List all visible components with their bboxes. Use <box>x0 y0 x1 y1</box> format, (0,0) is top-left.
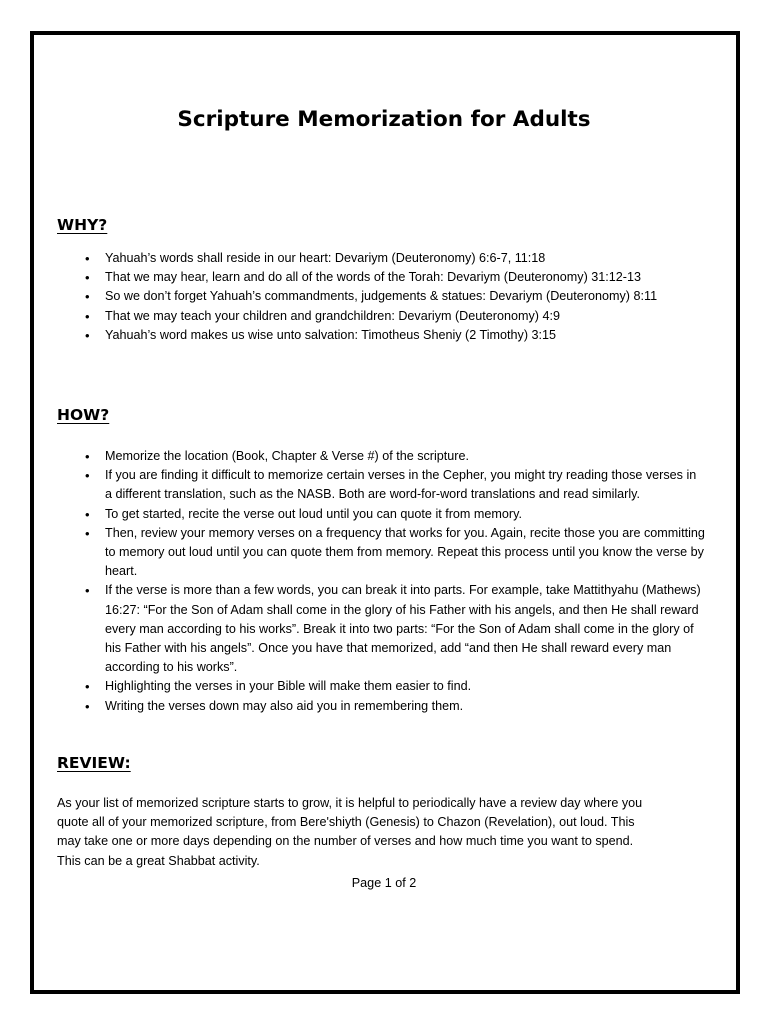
how-item: • If the verse is more than a few words, you can break it into parts. For example, take Mattithyahu (Mathews) 16:27: “For the Son of Adam shall come in the glory of his Father with his angels, and then He shall reward every man according to his works”. Break it into two parts: “For the Son of Adam shall come in the glory of his Father with his angels”. Once you have that memorized, add “and then He shall reward every man according to his works”. <box>105 581 705 677</box>
why-item: • That we may teach your children and grandchildren: Devariym (Deuteronomy) 4:9 <box>105 307 705 326</box>
how-item: • Then, review your memory verses on a frequency that works for you. Again, recite those you are committing to memory out loud until you can quote them from memory. Repeat this process until you know the verse by heart. <box>105 524 705 582</box>
how-item: • To get started, recite the verse out loud until you can quote it from memory. <box>105 505 705 524</box>
why-item: • So we don’t forget Yahuah’s commandments, judgements & statues: Devariym (Deuteronomy) 8:11 <box>105 287 705 306</box>
how-item: • Highlighting the verses in your Bible will make them easier to find. <box>105 677 705 696</box>
why-item: • Yahuah’s word makes us wise unto salvation: Timotheus Sheniy (2 Timothy) 3:15 <box>105 326 705 345</box>
how-list <box>57 447 705 716</box>
why-item: • Yahuah’s words shall reside in our heart: Devariym (Deuteronomy) 6:6-7, 11:18 <box>105 249 705 268</box>
document-title: Scripture Memorization for Adults <box>177 107 591 132</box>
how-item: • If you are finding it difficult to memorize certain verses in the Cepher, you might try reading those verses in a different translation, such as the NASB. Both are word-for-word translations and read similarly. <box>105 466 705 504</box>
why-heading: WHY? <box>57 216 108 234</box>
how-item: • Memorize the location (Book, Chapter & Verse #) of the scripture. <box>105 447 705 466</box>
why-item: • That we may hear, learn and do all of the words of the Torah: Devariym (Deuteronomy) 31:12-13 <box>105 268 705 287</box>
how-item: • Writing the verses down may also aid you in remembering them. <box>105 697 705 716</box>
review-heading: REVIEW: <box>57 754 131 772</box>
how-heading: HOW? <box>57 406 110 424</box>
review-paragraph: As your list of memorized scripture starts to grow, it is helpful to periodically have a review day where you quote all of your memorized scripture, from Bere'shiyth (Genesis) to Chazon (Revelation), out loud. This may take one or more days depending on the number of verses and how much time you want to spend. This can be a great Shabbat activity. <box>57 796 643 868</box>
why-list <box>57 249 705 345</box>
page-number: Page 1 of 2 <box>351 876 417 890</box>
